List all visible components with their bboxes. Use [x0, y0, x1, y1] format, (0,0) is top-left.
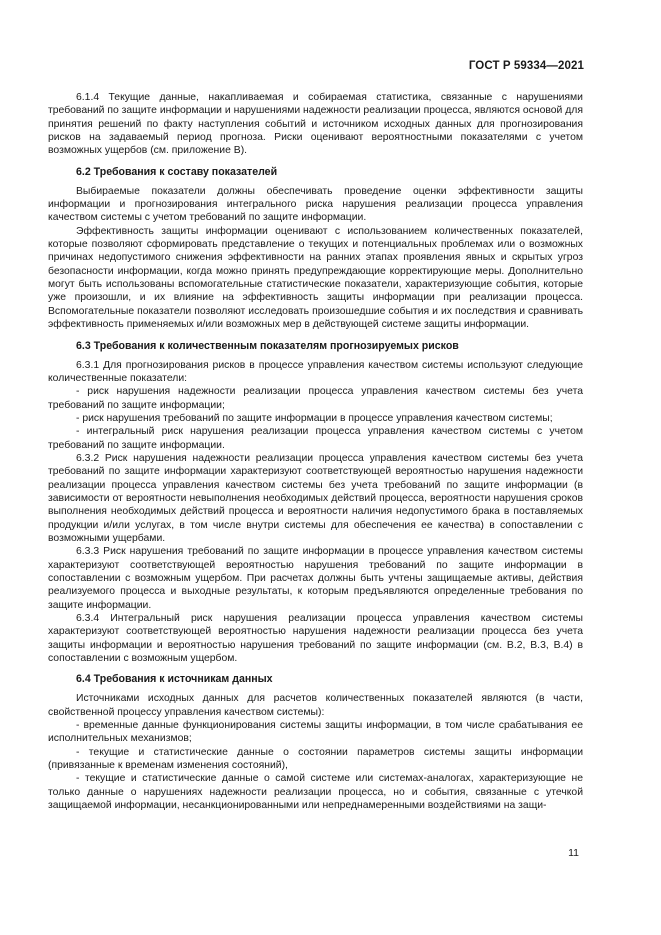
paragraph-6-2-a: Выбираемые показатели должны обеспечивать проведение оценки эффективности защиты информации и прогнозирования интегрального риска нарушения реализации процесса управления качеством системы с учетом требований по защите информации.	[48, 185, 583, 224]
list-item-6-4-a: - временные данные функционирования системы защиты информации, в том числе срабатывания ее исполнительных механизмов;	[48, 720, 583, 745]
section-heading-6-2: 6.2 Требования к составу показателей	[76, 165, 278, 178]
page-number: 11	[568, 847, 579, 859]
list-item-6-4-c: - текущие и статистические данные о самой системе или системах-аналогах, характеризующие не только данные о нарушениях надежности реализации процесса, но и события, связанные с утечкой защищаемой информации, несанкционированными или непреднамеренными воздействиями на защи-	[48, 773, 583, 812]
section-heading-6-3: 6.3 Требования к количественным показателям прогнозируемых рисков	[76, 339, 459, 352]
section-heading-6-4: 6.4 Требования к источникам данных	[76, 673, 273, 686]
list-item-6-3-1-a: - риск нарушения надежности реализации процесса управления качеством системы без учета требований по защите информации;	[48, 386, 583, 411]
standard-header: ГОСТ Р 59334—2021	[468, 60, 584, 72]
paragraph-6-1-4: 6.1.4 Текущие данные, накапливаемая и собираемая статистика, связанные с нарушениями требований по защите информации и нарушениями надежности реализации процесса, являются основой для принятия решений по факту наступления событий и источником исходных данных для прогнозирования рисков на задаваемый период прогноза. Риски оценивают вероятностными показателями с учетом возможных ущербов (см. приложение В).	[48, 92, 583, 157]
list-item-6-3-1-b: - риск нарушения требований по защите информации в процессе управления качеством системы;	[76, 412, 553, 424]
paragraph-6-3-3: 6.3.3 Риск нарушения требований по защите информации в процессе управления качеством системы характеризуют соответствующей вероятностью нарушения требований по защите информации в сопоставлении с возможным ущербом. При расчетах должны быть учтены защищаемые активы, действия реализуемого процесса и выходные результаты, к которым предъявляются определенные требования по защите информации.	[48, 546, 583, 611]
document-body	[48, 91, 583, 813]
paragraph-6-2-b: Эффективность защиты информации оценивают с использованием количественных показателей, которые позволяют сформировать представление о текущих и потенциальных проблемах или о возможных причинах недопустимого снижения эффективности на ранних этапах проявления явных и скрытых угроз безопасности информации, когда можно принять предупреждающие корректирующие меры. Дополнительно могут быть использованы вспомогательные статистические показатели, характеризующие события, которые уже произошли, и их влияние на эффективность защиты информации при реализации процесса. Вспомогательные показатели позволяют исследовать произошедшие события и их последствия и сравнивать эффективность применяемых и/или возможных мер в действующей системе защиты информации.	[48, 225, 583, 331]
paragraph-6-3-1: 6.3.1 Для прогнозирования рисков в процессе управления качеством системы используют следующие количественные показатели:	[48, 359, 583, 384]
paragraph-6-3-2: 6.3.2 Риск нарушения надежности реализации процесса управления качеством системы без учета требований по защите информации характеризуют соответствующей вероятностью нарушения надежности реализации процесса управления качеством системы без учета требований по защите информации (в зависимости от вероятности невыполнения необходимых действий процесса, вероятности нарушения сроков выполнения необходимых действий процесса и вероятности наличия недопустимого брака в поставляемых продукции и/или услугах, в том числе внутри системы для обеспечения ее качества) в сопоставлении с возможными ущербами.	[48, 452, 583, 544]
paragraph-6-3-4: 6.3.4 Интегральный риск нарушения реализации процесса управления качеством системы характеризуют соответствующей вероятностью нарушения надежности реализации процесса без учета защиты информации и вероятностью нарушения требований по защите информации (см. В.2, В.3, В.4) в сопоставлении с возможным ущербом.	[48, 613, 583, 665]
list-item-6-3-1-c: - интегральный риск нарушения реализации процесса управления качеством системы с учетом требований по защите информации.	[48, 426, 583, 451]
paragraph-6-4: Источниками исходных данных для расчетов количественных показателей являются (в части, свойственной процессу управления качеством системы):	[48, 693, 583, 718]
list-item-6-4-b: - текущие и статистические данные о состоянии параметров системы защиты информации (привязанные к временам изменения состояний),	[48, 746, 583, 772]
